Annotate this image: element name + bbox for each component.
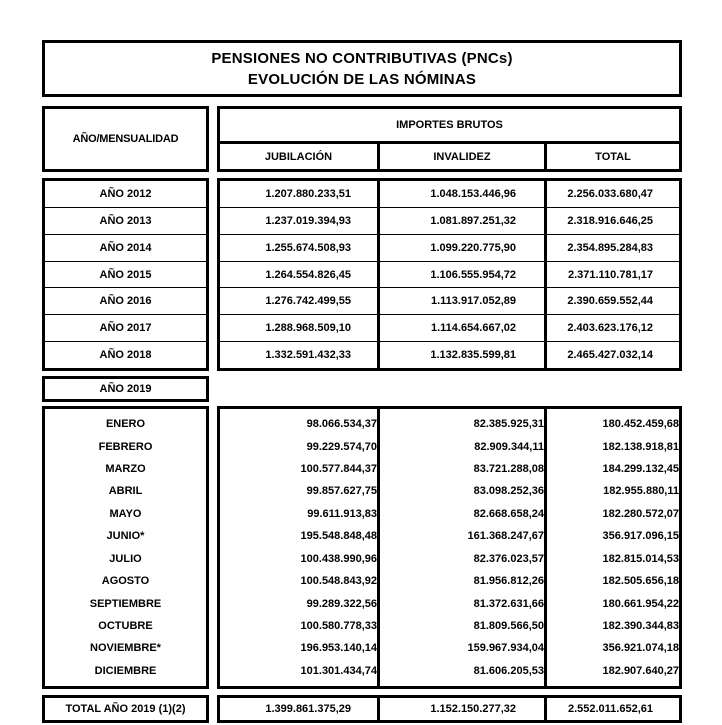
cell-jubilacion: 1.276.742.499,55 [220,288,380,314]
column-header-jubilacion: JUBILACIÓN [220,144,380,169]
cell-invalidez: 82.385.925,31 [473,418,544,431]
table-row-label: AÑO 2013 [45,208,206,235]
cell-invalidez: 161.368.247,67 [467,530,544,543]
cell-invalidez: 82.909.344,11 [474,440,544,453]
cell-invalidez: 83.721.288,08 [473,463,544,476]
header-columns-box [217,106,682,172]
cell-total: 2.390.659.552,44 [567,295,653,308]
cell-invalidez: 82.668.658,24 [473,507,544,520]
column-header-total: TOTAL [595,150,631,163]
cell-invalidez: 83.098.252,36 [473,485,544,498]
header-row-label: AÑO/MENSUALIDAD [72,133,179,145]
table-row [220,235,679,262]
table-row-label: ENERO [105,418,146,431]
cell-jubilacion: 100.580.778,33 [300,619,377,632]
cell-invalidez: 81.606.205,53 [473,664,544,677]
cell-invalidez: 81.809.566,50 [473,619,544,632]
table-row-label: MARZO [105,463,146,476]
cell-total: 182.907.640,27 [602,664,679,677]
cell-jubilacion: 195.548.848,48 [300,530,377,543]
cell-total: 182.390.344,83 [602,619,679,632]
document-title-box [42,40,682,97]
monthly-column-jubilacion [220,409,380,686]
column-header-invalidez: INVALIDEZ [380,144,547,169]
table-row-label: AÑO 2018 [99,349,152,362]
cell-invalidez: 1.132.835.599,81 [380,342,547,368]
cell-total: 180.452.459,68 [602,418,679,431]
cell-jubilacion: 99.857.627,75 [306,485,377,498]
cell-total: 182.815.014,53 [602,552,679,565]
header-group-label: IMPORTES BRUTOS [220,109,679,144]
cell-total: 2.318.916.646,25 [567,214,653,227]
cell-invalidez: 159.967.934,04 [467,642,544,655]
cell-total: 2.465.427.032,14 [567,349,653,362]
table-row-label: ABRIL [108,485,143,498]
total-row-label-box: TOTAL AÑO 2019 (1)(2) [42,695,209,723]
table-row [220,342,679,368]
cell-invalidez: 82.376.023,57 [473,552,544,565]
table-row-label: OCTUBRE [98,619,153,632]
year-2019-label-box: AÑO 2019 [42,376,209,402]
cell-total: 2.371.110.781,17 [567,268,653,281]
cell-jubilacion: 196.953.140,14 [300,642,377,655]
table-row-label: AÑO 2015 [45,262,206,289]
cell-invalidez: 81.372.631,66 [473,597,544,610]
monthly-labels-box [42,406,209,689]
table-row-label: JUNIO* [106,530,145,543]
table-row-label: AÑO 2017 [45,315,206,342]
title-line-1: PENSIONES NO CONTRIBUTIVAS (PNCs) [211,49,513,67]
table-row-label: AÑO 2014 [45,235,206,262]
header-subcolumns-row [220,144,679,169]
header-row-label-box [42,106,209,172]
cell-invalidez: 1.106.555.954,72 [380,262,547,288]
table-row-label: DICIEMBRE [94,664,157,677]
cell-jubilacion: 100.577.844,37 [300,463,377,476]
table-row-label: FEBRERO [98,440,153,453]
table-row-label: NOVIEMBRE* [90,642,161,655]
cell-jubilacion: 99.611.913,83 [307,507,377,520]
cell-jubilacion: 98.066.534,37 [306,418,377,431]
cell-total: 356.917.096,15 [602,530,679,543]
table-row-label: JULIO [109,552,142,565]
cell-jubilacion: 99.289.322,56 [306,597,377,610]
cell-total: 182.955.880,11 [603,485,679,498]
cell-invalidez: 1.048.153.446,96 [380,181,547,207]
cell-jubilacion: 1.288.968.509,10 [220,315,380,341]
table-row-label: AÑO 2016 [45,288,206,315]
cell-total-total: 2.552.011.652,61 [567,703,653,715]
cell-jubilacion: 100.548.843,92 [300,575,377,588]
cell-total: 2.354.895.284,83 [567,241,653,254]
monthly-column-total [547,409,679,686]
table-row-label: MAYO [109,507,142,520]
total-row-values-box [217,695,682,723]
cell-jubilacion: 1.255.674.508,93 [220,235,380,261]
cell-jubilacion: 1.237.019.394,93 [220,208,380,234]
cell-jubilacion: 99.229.574,70 [306,440,377,453]
table-row [220,315,679,342]
cell-total: 184.299.132,45 [602,463,679,476]
table-row-label: SEPTIEMBRE [89,597,162,610]
cell-total: 182.138.918,81 [602,440,679,453]
table-row [220,262,679,289]
cell-total: 2.256.033.680,47 [567,187,653,200]
cell-total-invalidez: 1.152.150.277,32 [380,698,547,720]
cell-jubilacion: 1.264.554.826,45 [220,262,380,288]
cell-jubilacion: 1.207.880.233,51 [220,181,380,207]
table-row [220,208,679,235]
cell-total-jubilacion: 1.399.861.375,29 [220,698,380,720]
cell-total: 2.403.623.176,12 [567,322,653,335]
cell-total: 182.280.572,07 [602,507,679,520]
cell-total: 182.505.656,18 [602,575,679,588]
annual-values-box [217,178,682,371]
table-row [220,181,679,208]
cell-total: 356.921.074,18 [602,642,679,655]
cell-invalidez: 1.081.897.251,32 [380,208,547,234]
monthly-column-invalidez [380,409,547,686]
cell-invalidez: 1.113.917.052,89 [380,288,547,314]
cell-jubilacion: 100.438.990,96 [300,552,377,565]
annual-labels-box [42,178,209,371]
cell-invalidez: 81.956.812,26 [473,575,544,588]
table-row-label: AÑO 2012 [45,181,206,208]
cell-jubilacion: 1.332.591.432,33 [220,342,380,368]
monthly-values-box [217,406,682,689]
cell-invalidez: 1.099.220.775,90 [380,235,547,261]
cell-jubilacion: 101.301.434,74 [300,664,377,677]
table-row [220,288,679,315]
cell-invalidez: 1.114.654.667,02 [380,315,547,341]
title-line-2: EVOLUCIÓN DE LAS NÓMINAS [247,70,477,88]
cell-total: 180.661.954,22 [602,597,679,610]
table-row-label: AGOSTO [101,575,150,588]
